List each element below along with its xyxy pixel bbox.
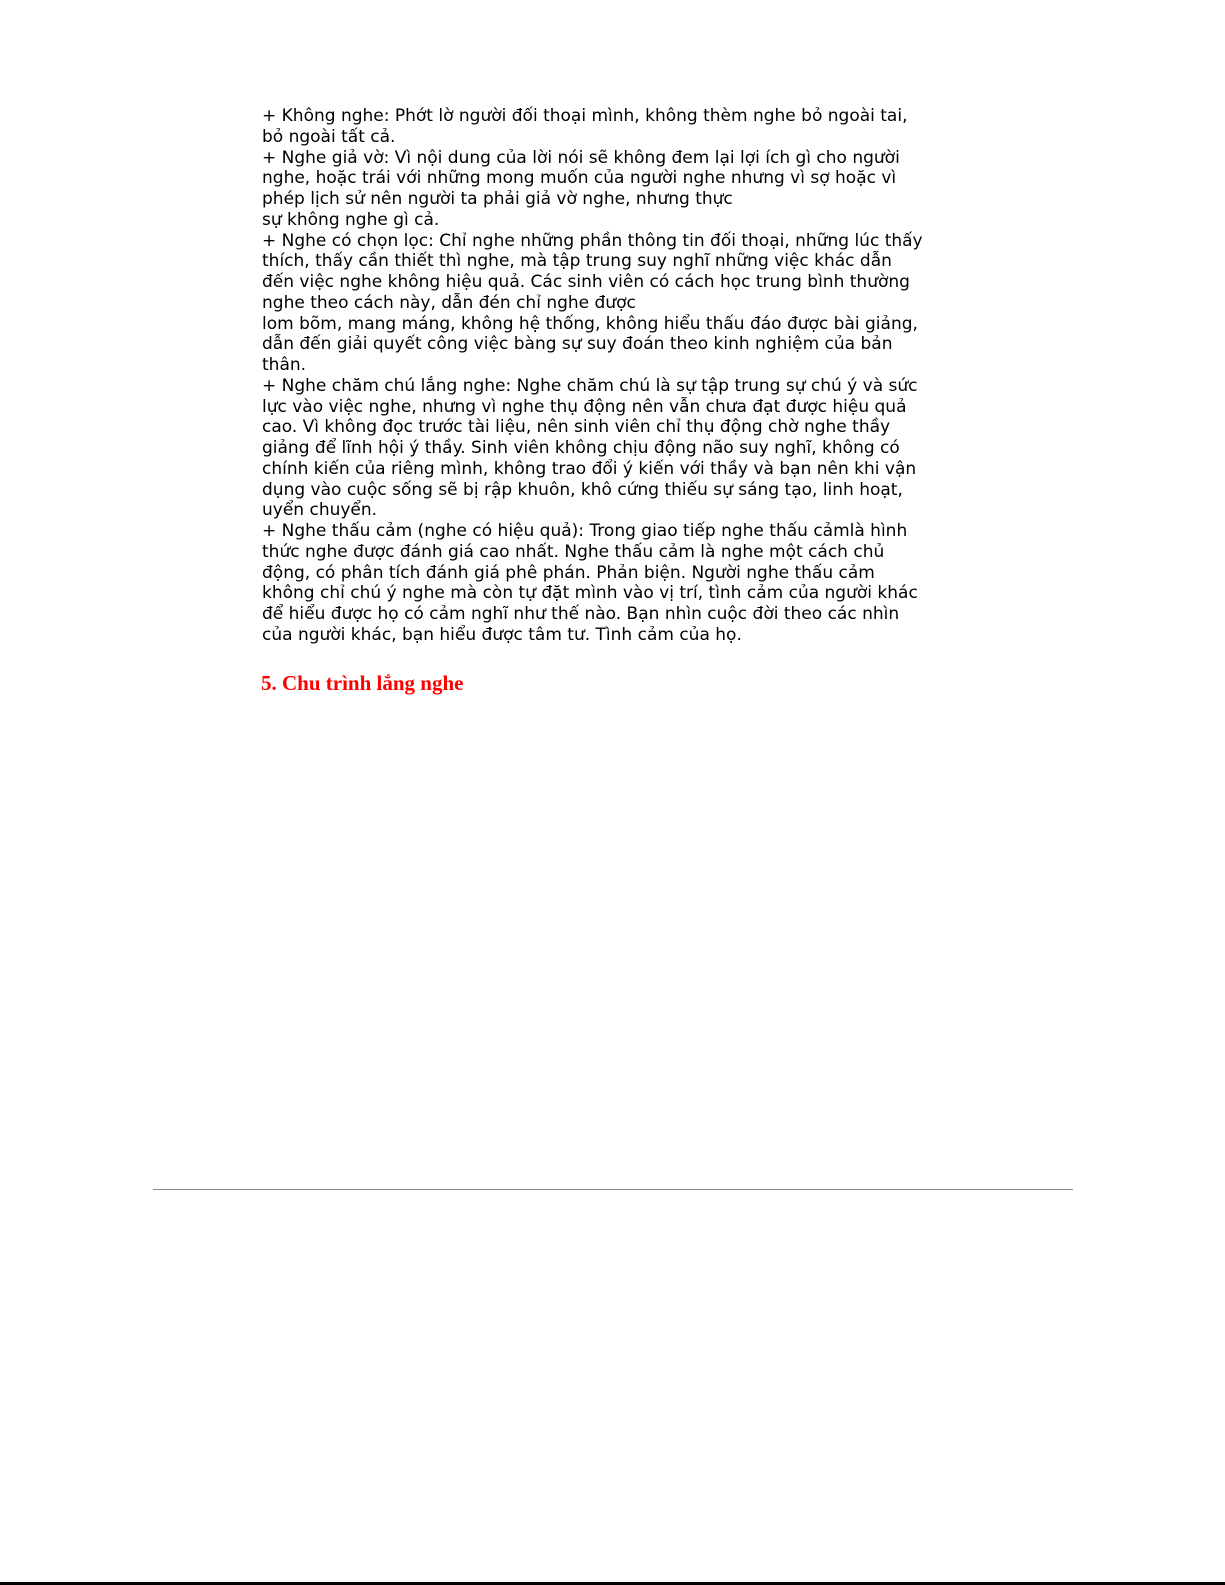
text-line: uyển chuyển.	[262, 500, 378, 521]
section-heading: 5. Chu trình lắng nghe	[261, 671, 464, 695]
text-line: sự không nghe gì cả.	[262, 209, 440, 230]
text-line: không chỉ chú ý nghe mà còn tự đặt mình vào vị trí, tình cảm của người khác	[262, 583, 918, 604]
text-line: phép lịch sử nên người ta phải giả vờ nghe, nhưng thực	[262, 189, 733, 209]
text-line: dẫn đến giải quyết công việc bàng sự suy đoán theo kinh nghiệm của bản	[262, 334, 893, 355]
text-line: thích, thấy cần thiết thì nghe, mà tập trung suy nghĩ những việc khác dẫn	[262, 251, 892, 272]
text-line: + Nghe giả vờ: Vì nội dung của lời nói sẽ không đem lại lợi ích gì cho người	[262, 147, 900, 168]
text-line: chính kiến của riêng mình, không trao đổi ý kiến với thầy và bạn nên khi vận	[262, 458, 917, 479]
text-line: thân.	[262, 355, 307, 375]
text-line: của người khác, bạn hiểu được tâm tư. Tình cảm của họ.	[262, 624, 742, 645]
text-line: cao. Vì không đọc trước tài liệu, nên sinh viên chỉ thụ động chờ nghe thầy	[262, 417, 891, 438]
body-text	[262, 106, 1022, 646]
text-line: nghe, hoặc trái với những mong muốn của người nghe nhưng vì sợ hoặc vì	[262, 168, 897, 189]
text-line: + Không nghe: Phớt lờ người đối thoại mình, không thèm nghe bỏ ngoài tai,	[262, 106, 908, 126]
text-line: đến việc nghe không hiệu quả. Các sinh viên có cách học trung bình thường	[262, 272, 910, 292]
text-line: thức nghe được đánh giá cao nhất. Nghe thấu cảm là nghe một cách chủ	[262, 541, 885, 562]
page-divider	[153, 1189, 1073, 1190]
text-line: dụng vào cuộc sống sẽ bị rập khuôn, khô cứng thiếu sự sáng tạo, linh hoạt,	[262, 479, 903, 500]
text-line: lom bõm, mang máng, không hệ thống, không hiểu thấu đáo được bài giảng,	[262, 313, 918, 334]
text-line: giảng để lĩnh hội ý thầy. Sinh viên không chịu động não suy nghĩ, không có	[262, 438, 900, 458]
text-line: để hiểu được họ có cảm nghĩ như thế nào. Bạn nhìn cuộc đời theo các nhìn	[262, 604, 900, 624]
text-line: bỏ ngoài tất cả.	[262, 126, 396, 147]
text-line: + Nghe thấu cảm (nghe có hiệu quả): Trong giao tiếp nghe thấu cảmlà hình	[262, 521, 908, 541]
text-line: lực vào việc nghe, nhưng vì nghe thụ động nên vẫn chưa đạt được hiệu quả	[262, 396, 907, 417]
text-line: + Nghe chăm chú lắng nghe: Nghe chăm chú là sự tập trung sự chú ý và sức	[262, 375, 918, 396]
text-line: + Nghe có chọn lọc: Chỉ nghe những phần thông tin đối thoại, những lúc thấy	[262, 230, 923, 251]
text-line: nghe theo cách này, dẫn đén chỉ nghe được	[262, 292, 636, 313]
text-line: động, có phân tích đánh giá phê phán. Phản biện. Người nghe thấu cảm	[262, 562, 875, 583]
